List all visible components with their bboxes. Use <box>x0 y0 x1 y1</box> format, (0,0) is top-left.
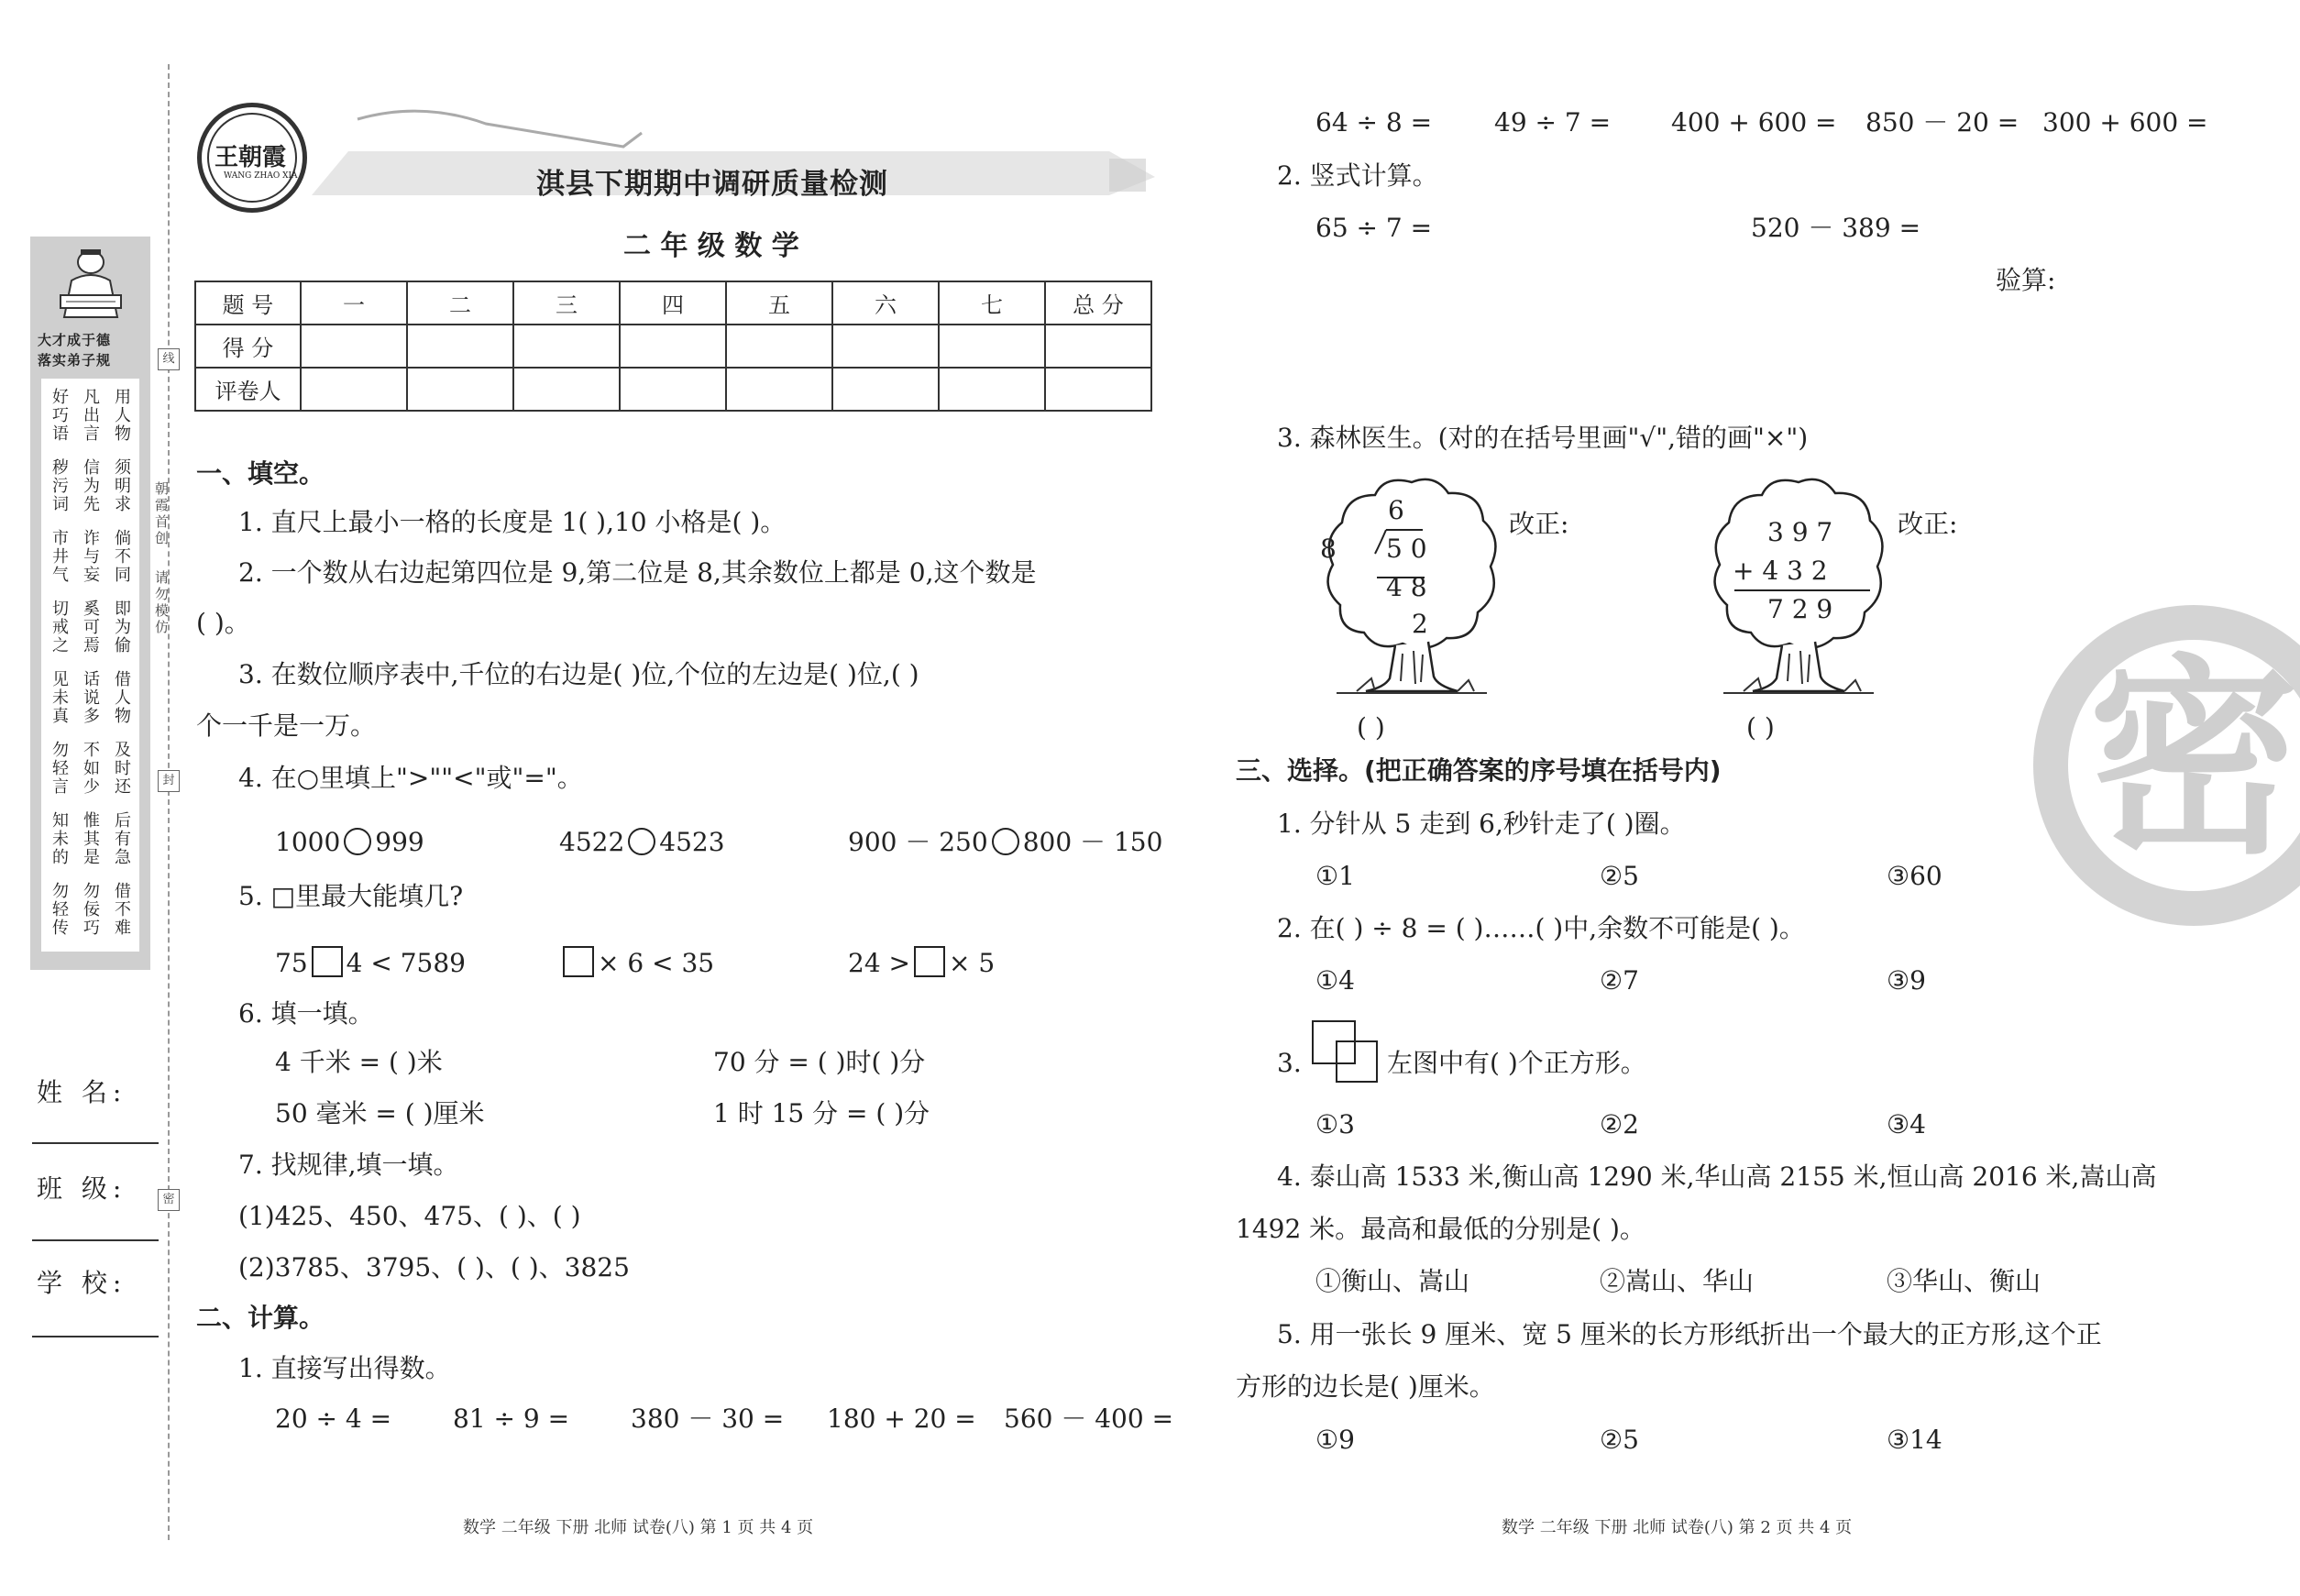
box-left: 75 <box>275 948 308 978</box>
oral-calc-item: 180 + 20 = <box>827 1403 976 1434</box>
score-cell[interactable] <box>301 325 407 368</box>
tree-2-addend-1: 3 9 7 <box>1767 517 1833 547</box>
scholar-illustration-icon <box>53 244 128 326</box>
exam-title: 淇县下期期中调研质量检测 <box>536 168 888 201</box>
choice-4: 4. 泰山高 1533 米,衡山高 1290 米,华山高 2155 米,恒山高 2016 米,嵩山高 <box>1277 1161 2157 1192</box>
motto-column: 信为先 <box>81 458 100 513</box>
question-1-4: 4. 在○里填上">""<"或"="。 <box>238 763 583 793</box>
cut-mark-line: 线 <box>158 348 180 370</box>
choice-4-option[interactable]: ①衡山、嵩山 <box>1315 1266 1470 1296</box>
grader-cell[interactable] <box>1045 368 1151 411</box>
choice-4-option[interactable]: ②嵩山、华山 <box>1600 1266 1755 1296</box>
choice-3-option[interactable]: ②2 <box>1600 1109 1639 1139</box>
choice-2-option[interactable]: ①4 <box>1315 965 1355 996</box>
stamp-character: 密 <box>2088 638 2300 883</box>
question-1-6: 6. 填一填。 <box>238 998 374 1029</box>
box-left: 24 > <box>848 948 910 978</box>
choice-3: 左图中有( )个正方形。 <box>1387 1048 1646 1078</box>
score-cell[interactable] <box>832 325 939 368</box>
oral-calc-item: 300 + 600 = <box>2042 107 2208 138</box>
choice-5-option[interactable]: ②5 <box>1600 1425 1639 1455</box>
tree-2-illustration <box>1707 475 1890 699</box>
choice-3-option[interactable]: ①3 <box>1315 1109 1355 1139</box>
school-field[interactable] <box>32 1336 159 1337</box>
grader-cell[interactable] <box>726 368 832 411</box>
score-header-cell: 一 <box>301 281 407 325</box>
question-1-7: 7. 找规律,填一填。 <box>238 1150 459 1180</box>
oral-calc-item: 20 ÷ 4 = <box>275 1403 392 1434</box>
motto-column: 诈与妄 <box>81 529 100 584</box>
box-item <box>848 946 995 977</box>
compare-left: 4522 <box>559 827 625 857</box>
question-1-2: 2. 一个数从右边起第四位是 9,第二位是 8,其余数位上都是 0,这个数是 <box>238 557 1037 588</box>
motto-column: 凡出言 <box>81 388 100 443</box>
motto-column: 切戒之 <box>50 600 69 655</box>
vertical-calc-item: 520 － 389 = <box>1751 213 1921 243</box>
oral-calc-item: 64 ÷ 8 = <box>1315 107 1433 138</box>
compare-right: 4523 <box>659 827 725 857</box>
compare-circle[interactable] <box>628 828 655 855</box>
grader-cell[interactable] <box>620 368 726 411</box>
section-3-title: 三、选择。(把正确答案的序号填在括号内) <box>1236 755 1722 786</box>
motto-heading-2: 落实弟子规 <box>38 352 112 369</box>
choice-5: 5. 用一张长 9 厘米、宽 5 厘米的长方形纸折出一个最大的正方形,这个正 <box>1277 1319 2102 1349</box>
unit-item: 50 毫米 = ( )厘米 <box>275 1098 485 1128</box>
score-header-cell: 五 <box>726 281 832 325</box>
choice-5-option[interactable]: ①9 <box>1315 1425 1355 1455</box>
score-header-cell: 总 分 <box>1045 281 1151 325</box>
vertical-note-1: 朝霞首创 <box>153 481 170 547</box>
box-item <box>275 946 466 977</box>
motto-column: 市井气 <box>50 529 69 584</box>
score-table-header-row <box>195 281 1151 325</box>
motto-column: 即为偷 <box>112 600 131 655</box>
score-cell[interactable] <box>513 325 620 368</box>
fix-label: 改正: <box>1509 509 1569 539</box>
choice-5-option[interactable]: ③14 <box>1887 1425 1942 1455</box>
compare-circle[interactable] <box>992 828 1019 855</box>
motto-column: 知未的 <box>50 811 69 866</box>
vertical-note-2: 请勿模仿 <box>153 570 170 636</box>
motto-panel <box>30 237 150 970</box>
score-header-cell: 六 <box>832 281 939 325</box>
oral-calc-item: 400 + 600 = <box>1671 107 1837 138</box>
calc-1-title: 1. 直接写出得数。 <box>238 1353 451 1383</box>
tree-1-dividend: 5 0 <box>1386 534 1427 564</box>
class-label: 班 级: <box>37 1173 127 1204</box>
score-table <box>194 281 1152 412</box>
score-header-cell: 七 <box>939 281 1045 325</box>
grader-cell[interactable] <box>939 368 1045 411</box>
oral-calc-item: 49 ÷ 7 = <box>1494 107 1612 138</box>
cut-mark-secret: 密 <box>158 1189 180 1211</box>
choice-5-cont: 方形的边长是( )厘米。 <box>1236 1371 1495 1402</box>
grader-row <box>195 368 1151 411</box>
choice-2-option[interactable]: ③9 <box>1887 965 1926 996</box>
choice-4-cont: 1492 米。最高和最低的分别是( )。 <box>1236 1214 1645 1244</box>
choice-2: 2. 在( ) ÷ 8 = ( )……( )中,余数不可能是( )。 <box>1277 913 1805 943</box>
motto-column: 话说多 <box>81 670 100 725</box>
tree-2-addend-2: + 4 3 2 <box>1733 556 1828 586</box>
motto-column: 须明求 <box>112 458 131 513</box>
motto-column: 惟其是 <box>81 811 100 866</box>
tree-1-product: 4 8 <box>1386 572 1427 602</box>
footer-right: 数学 二年级 下册 北师 试卷(八) 第 2 页 共 4 页 <box>1502 1518 1853 1537</box>
box-right: × 5 <box>949 948 996 978</box>
name-label: 姓 名: <box>37 1077 127 1107</box>
compare-right: 800 － 150 <box>1022 827 1163 857</box>
school-label: 学 校: <box>37 1268 127 1298</box>
class-field[interactable] <box>32 1239 159 1241</box>
compare-left: 1000 <box>275 827 341 857</box>
name-field[interactable] <box>32 1142 159 1144</box>
score-cell[interactable] <box>1045 325 1151 368</box>
question-1-5: 5. □里最大能填几? <box>238 881 464 911</box>
score-cell[interactable] <box>620 325 726 368</box>
oral-calc-item: 380 － 30 = <box>631 1403 785 1434</box>
motto-column: 借人物 <box>112 670 131 725</box>
oral-calc-item: 560 － 400 = <box>1004 1403 1174 1434</box>
motto-column: 奚可焉 <box>81 600 100 655</box>
score-cell[interactable] <box>939 325 1045 368</box>
answer-box[interactable] <box>312 946 343 977</box>
logo-subtext: WANG ZHAO XIA <box>224 171 298 181</box>
tree-2-sum: 7 2 9 <box>1767 594 1833 624</box>
check-label: 验算: <box>1996 265 2056 295</box>
score-row-label: 得 分 <box>195 325 301 368</box>
answer-box[interactable] <box>563 946 594 977</box>
compare-item <box>559 828 725 855</box>
grader-row-label: 评卷人 <box>195 368 301 411</box>
secret-stamp-watermark <box>2033 605 2300 935</box>
compare-left: 900 － 250 <box>848 827 988 857</box>
motto-column: 用人物 <box>112 388 131 443</box>
cut-mark-seal: 封 <box>158 770 180 792</box>
answer-box[interactable] <box>914 946 945 977</box>
pattern-2: (2)3785、3795、( )、( )、3825 <box>238 1252 630 1282</box>
motto-column: 勿轻传 <box>50 882 69 937</box>
choice-4-option[interactable]: ③华山、衡山 <box>1887 1266 2041 1296</box>
grader-cell[interactable] <box>301 368 407 411</box>
unit-item: 1 时 15 分 = ( )分 <box>713 1098 930 1128</box>
oral-calc-item: 850 － 20 = <box>1865 107 2019 138</box>
motto-column: 见未真 <box>50 670 69 725</box>
exam-subtitle: 二 年 级 数 学 <box>623 230 799 262</box>
footer-left: 数学 二年级 下册 北师 试卷(八) 第 1 页 共 4 页 <box>463 1518 814 1537</box>
unit-item: 70 分 = ( )时( )分 <box>713 1047 926 1077</box>
choice-1-option[interactable]: ③60 <box>1887 861 1942 891</box>
box-right: 4 < 7589 <box>346 948 466 978</box>
grader-cell[interactable] <box>513 368 620 411</box>
score-header-cell: 题 号 <box>195 281 301 325</box>
section-2-title: 二、计算。 <box>196 1303 325 1333</box>
motto-column: 不如少 <box>81 741 100 796</box>
choice-1: 1. 分针从 5 走到 6,秒针走了( )圈。 <box>1277 809 1686 839</box>
fix-label: 改正: <box>1898 509 1958 539</box>
oral-calc-item: 81 ÷ 9 = <box>453 1403 570 1434</box>
overlapping-squares-figure <box>1311 1019 1380 1084</box>
unit-item: 4 千米 = ( )米 <box>275 1047 443 1077</box>
motto-column: 秽污词 <box>50 458 69 513</box>
question-1-3-cont: 个一千是一万。 <box>196 710 377 741</box>
calc-2-title: 2. 竖式计算。 <box>1277 160 1438 191</box>
question-1-1: 1. 直尺上最小一格的长度是 1( ),10 小格是( )。 <box>238 507 787 537</box>
choice-3-option[interactable]: ③4 <box>1887 1109 1926 1139</box>
choice-2-option[interactable]: ②7 <box>1600 965 1639 996</box>
score-header-cell: 三 <box>513 281 620 325</box>
calc-3-title: 3. 森林医生。(对的在括号里画"√",错的画"×") <box>1277 423 1809 453</box>
compare-circle[interactable] <box>344 828 371 855</box>
tree-1-quotient: 6 <box>1388 495 1404 525</box>
motto-text-area <box>41 379 139 952</box>
motto-heading-1: 大才成于德 <box>38 332 112 348</box>
compare-right: 999 <box>375 827 424 857</box>
motto-column: 勿佞巧 <box>81 882 100 937</box>
compare-item <box>848 828 1162 855</box>
choice-1-option[interactable]: ①1 <box>1315 861 1355 891</box>
motto-column: 后有急 <box>112 811 131 866</box>
motto-column: 倘不同 <box>112 529 131 584</box>
compare-item <box>275 828 424 855</box>
section-1-title: 一、填空。 <box>196 458 325 489</box>
motto-column: 勿轻言 <box>50 741 69 796</box>
score-cell[interactable] <box>407 325 513 368</box>
score-header-cell: 四 <box>620 281 726 325</box>
score-row <box>195 325 1151 368</box>
motto-column: 好巧语 <box>50 388 69 443</box>
judge-paren-1[interactable]: ( ) <box>1357 712 1385 743</box>
grader-cell[interactable] <box>832 368 939 411</box>
question-1-2-cont: ( )。 <box>196 608 250 638</box>
box-right: × 6 < 35 <box>598 948 715 978</box>
question-1-3: 3. 在数位顺序表中,千位的右边是( )位,个位的左边是( )位,( ) <box>238 659 919 689</box>
brand-logo <box>197 103 307 213</box>
box-item <box>559 946 714 977</box>
choice-3-number: 3. <box>1277 1048 1302 1078</box>
grader-cell[interactable] <box>407 368 513 411</box>
tree-1-remainder: 2 <box>1412 609 1428 639</box>
logo-text: 王朝霞 <box>215 144 287 171</box>
vertical-calc-item: 65 ÷ 7 = <box>1315 213 1433 243</box>
score-header-cell: 二 <box>407 281 513 325</box>
motto-column: 借不难 <box>112 882 131 937</box>
tree-1-divisor: 8 <box>1320 534 1337 564</box>
score-cell[interactable] <box>726 325 832 368</box>
choice-1-option[interactable]: ②5 <box>1600 861 1639 891</box>
pattern-1: (1)425、450、475、( )、( ) <box>238 1201 581 1231</box>
binding-dashed-line <box>168 64 170 1540</box>
judge-paren-2[interactable]: ( ) <box>1746 712 1775 743</box>
motto-column: 及时还 <box>112 741 131 796</box>
